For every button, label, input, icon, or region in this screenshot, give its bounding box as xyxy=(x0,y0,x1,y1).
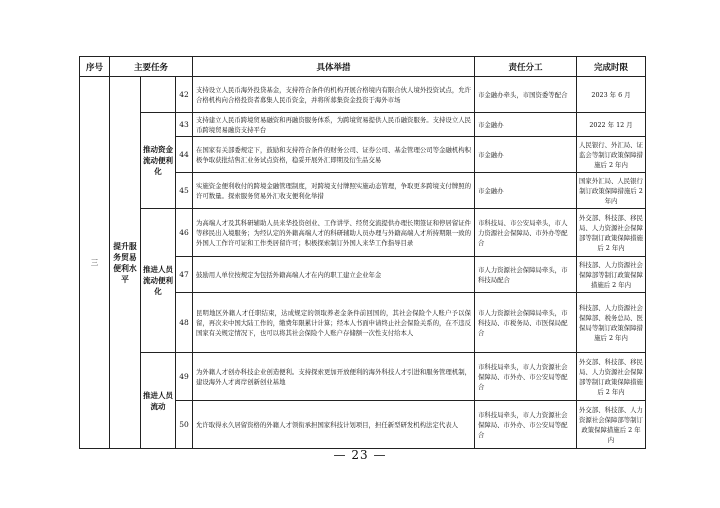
row-number: 47 xyxy=(176,257,193,293)
policy-table xyxy=(79,56,646,449)
row-deadline: 2022 年 12 月 xyxy=(577,113,646,137)
row-deadline: 外交部、科技部、移民局、人力资源社会保障部等制订政策保障措施后 2 年内 xyxy=(577,209,646,257)
header-task: 主要任务 xyxy=(110,57,193,77)
row-owner: 市人力资源社会保障局牵头，市科技局、市税务局、市医保局配合 xyxy=(475,293,577,353)
row-owner: 市金融办牵头，市国资委等配合 xyxy=(475,77,577,113)
row-measure: 为外籍人才创办科技企业创造便利。支持探索更加开放便利的海外科技人才引进和服务管理机制，建设海外人才离岸创新创业基地 xyxy=(193,353,475,401)
row-deadline: 人民银行、外汇局、证监会等制订政策保障措施后 2 年内 xyxy=(577,137,646,173)
subcategory-talent-convenience: 推进人员流动便利化 xyxy=(141,209,176,353)
row-measure: 为高端人才及其科研辅助人员来华投资创业、工作讲学、经贸交流提供办理长期签证和停居留证件等移民出入境服务；为经认定的外籍高端人才的科研辅助人员办理与外籍高端人才所持期限一致的外国人工作许可证和工作类居留许可；积极探索制订外国人来华工作指导目录 xyxy=(193,209,475,257)
row-owner: 市金融办 xyxy=(475,113,577,137)
row-deadline: 科技部、人力资源社会保障部、税务总局、医保局等制订政策保障措施后 2 年内 xyxy=(577,293,646,353)
row-deadline: 2023 年 6 月 xyxy=(577,77,646,113)
row-number: 43 xyxy=(176,113,193,137)
header-deadline: 完成时限 xyxy=(577,57,646,77)
row-deadline: 外交部、科技部、人力资源社会保障部等制订政策保障措施后 2 年内 xyxy=(577,401,646,449)
header-owner: 责任分工 xyxy=(475,57,577,77)
row-owner: 市人力资源社会保障局牵头，市科技局配合 xyxy=(475,257,577,293)
row-owner: 市科技局、市公安局牵头，市人力资源社会保障局、市外办等配合 xyxy=(475,209,577,257)
row-deadline: 国家外汇局、人民银行制订政策保障措施后 2 年内 xyxy=(577,173,646,209)
row-number: 44 xyxy=(176,137,193,173)
row-measure: 支持建立人民币跨境贸易融资和再融资服务体系，为跨境贸易提供人民币融资服务。支持设立人民币跨境贸易融资支持平台 xyxy=(193,113,475,137)
row-number: 42 xyxy=(176,77,193,113)
row-measure: 鼓励用人单位按规定为包括外籍高端人才在内的职工建立企业年金 xyxy=(193,257,475,293)
section-number: 三 xyxy=(80,77,110,449)
table-row xyxy=(80,77,646,113)
row-deadline: 外交部、科技部、移民局、人力资源社会保障部等制订政策保障措施后 2 年内 xyxy=(577,353,646,401)
subcategory-blank xyxy=(141,77,176,113)
page-number: — 23 — xyxy=(333,448,387,462)
section-title: 提升服务贸易便利水平 xyxy=(110,77,141,449)
row-owner: 市金融办 xyxy=(475,137,577,173)
row-number: 48 xyxy=(176,293,193,353)
row-measure: 在国家有关部委规定下，鼓励和支持符合条件的财务公司、证券公司、基金管理公司等金融机构积极争取获批结售汇业务试点资格，稳妥开展外汇即期及衍生品交易 xyxy=(193,137,475,173)
table-row xyxy=(80,113,646,137)
subcategory-capital: 推动资金流动便利化 xyxy=(141,113,176,209)
row-deadline: 科技部、人力资源社会保障部等制订政策保障措施后 2 年内 xyxy=(577,257,646,293)
row-measure: 允许取得永久居留资格的外籍人才领衔承担国家科技计划项目，担任新型研发机构法定代表人 xyxy=(193,401,475,449)
row-number: 50 xyxy=(176,401,193,449)
row-owner: 市科技局牵头，市人力资源社会保障局、市外办、市公安局等配合 xyxy=(475,401,577,449)
row-number: 46 xyxy=(176,209,193,257)
row-measure: 昆明地区外籍人才任职结束，达成规定的领取养老金条件前回国的，其社会保险个人账户予以保留，再次来中国大陆工作的，缴费年限累计计算；经本人书面申请终止社会保险关系的，在不违反国家有关规定情况下，也可以将其社会保险个人账户存储额一次性支付给本人 xyxy=(193,293,475,353)
row-measure: 支持设立人民币海外投贷基金，支持符合条件的机构开展合格境内有限合伙人境外投资试点，允许合格机构向合格投资者募集人民币资金，并将所募集资金投资于海外市场 xyxy=(193,77,475,113)
policy-table-page xyxy=(79,56,645,449)
table-header-row xyxy=(80,57,646,77)
row-owner: 市金融办 xyxy=(475,173,577,209)
table-row xyxy=(80,209,646,257)
header-measure: 具体举措 xyxy=(193,57,475,77)
row-number: 49 xyxy=(176,353,193,401)
row-number: 45 xyxy=(176,173,193,209)
row-measure: 实施资金便利收付的跨境金融管理制度，对跨境支付牌照实施动态管理，争取更多跨境支付牌照的许可数量。探索服务贸易外汇收支便利化举措 xyxy=(193,173,475,209)
table-row xyxy=(80,353,646,401)
subcategory-talent-flow: 推进人员流动 xyxy=(141,353,176,449)
header-seq: 序号 xyxy=(80,57,110,77)
row-owner: 市科技局牵头，市人力资源社会保障局、市外办、市公安局等配合 xyxy=(475,353,577,401)
